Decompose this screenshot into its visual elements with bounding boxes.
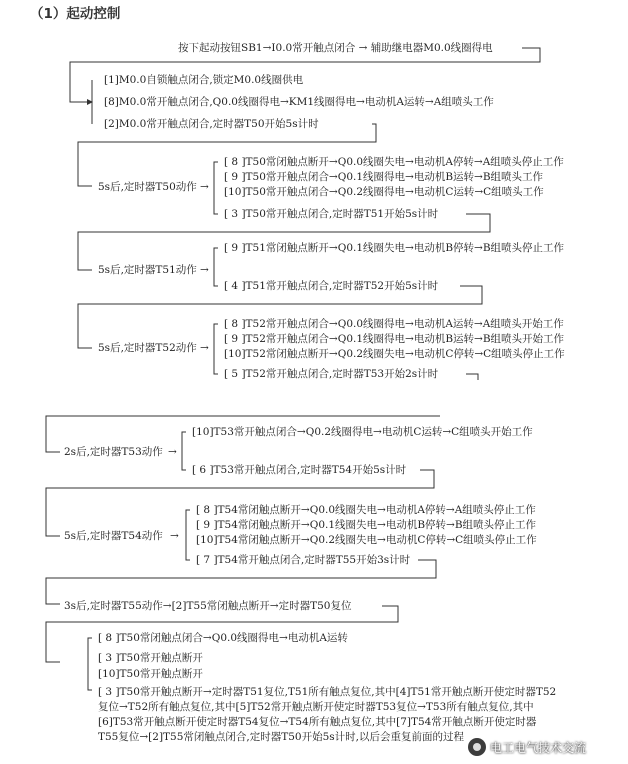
wechat-icon [468, 738, 486, 756]
block3-item-2: [ 4 ]T51常开触点闭合,定时器T52开始5s计时 [224, 280, 439, 292]
block5-item-1: [10]T53常开触点闭合→Q0.2线圈得电→电动机C运转→C组喷头开始工作 [192, 426, 533, 438]
watermark [468, 738, 586, 756]
block3-item-1: [ 9 ]T51常闭触点断开→Q0.1线圈失电→电动机B停转→B组喷头停止工作 [224, 242, 565, 254]
block2-label: 5s后,定时器T50动作 [98, 181, 197, 193]
block8-item-3: [10]T50常开触点断开 [98, 668, 203, 680]
section-title: （1）起动控制 [30, 6, 121, 22]
block5-arrow: → [168, 446, 177, 458]
block8-item-1: [ 8 ]T50常闭触点闭合→Q0.0线圈得电→电动机A运转 [98, 632, 348, 644]
block3-arrow: → [200, 264, 209, 276]
block8-para-line-1: [ 3 ]T50常开触点断开→定时器T51复位,T51所有触点复位,其中[4]T51常开触点断开使定时器T52 [98, 686, 557, 698]
block2-item-3: [10]T50常开触点闭合→Q0.2线圈得电→电动机C运转→C组喷头工作 [224, 186, 544, 198]
block1-item-3: [2]M0.0常开触点闭合,定时器T50开始5s计时 [104, 118, 319, 130]
block4-item-4: [ 5 ]T52常开触点闭合,定时器T53开始2s计时 [224, 368, 439, 380]
start-line: 按下起动按钮SB1→I0.0常开触点闭合 → 辅助继电器M0.0线圈得电 [178, 42, 493, 54]
connector-b5-brace [182, 432, 186, 470]
block8-para-line-4: T55复位→[2]T55常闭触点闭合,定时器T50开始5s计时,以后会重复前面的过程 [98, 731, 465, 743]
block6-label: 5s后,定时器T54动作 [64, 530, 163, 542]
block4-item-1: [ 8 ]T52常开触点闭合→Q0.0线圈得电→电动机A运转→A组喷头开始工作 [224, 318, 564, 330]
connector-b8-brace [88, 638, 92, 690]
block6-item-3: [10]T54常闭触点断开→Q0.2线圈失电→电动机C停转→C组喷头停止工作 [196, 534, 537, 546]
block4-arrow: → [200, 342, 209, 354]
block3-label: 5s后,定时器T51动作 [98, 264, 197, 276]
watermark-text: 电工电气技术交流 [490, 740, 587, 755]
block8-para-line-2: 复位→T52所有触点复位,其中[5]T52常开触点断开使定时器T53复位→T53所有触点复位,其中 [98, 701, 534, 713]
block2-arrow: → [200, 181, 209, 193]
block4-item-3: [10]T52常闭触点断开→Q0.2线圈失电→电动机C停转→C组喷头停止工作 [224, 348, 565, 360]
connector-b3-brace [214, 248, 218, 286]
block2-item-2: [ 9 ]T50常开触点闭合→Q0.1线圈得电→电动机B运转→B组喷头工作 [224, 171, 544, 183]
connector-b4-brace [214, 324, 218, 374]
block4-label: 5s后,定时器T52动作 [98, 342, 197, 354]
connector-b6-brace [186, 510, 190, 560]
block1-item-2: [8]M0.0常开触点闭合,Q0.0线圈得电→KM1线圈得电→电动机A运转→A组喷头工作 [104, 96, 494, 108]
block8-para-line-3: [6]T53常开触点断开使定时器T54复位→T54所有触点复位,其中[7]T54常开触点断开使定时器 [98, 716, 537, 728]
block7-line: 3s后,定时器T55动作→[2]T55常闭触点断开→定时器T50复位 [64, 600, 352, 612]
block6-item-4: [ 7 ]T54常开触点闭合,定时器T55开始3s计时 [196, 554, 411, 566]
block1-item-1: [1]M0.0自锁触点闭合,锁定M0.0线圈供电 [104, 74, 304, 86]
connector-b2-brace-left [214, 162, 218, 214]
block6-item-2: [ 9 ]T54常闭触点断开→Q0.1线圈失电→电动机B停转→B组喷头停止工作 [196, 519, 537, 531]
block6-arrow: → [170, 530, 179, 542]
block6-item-1: [ 8 ]T54常闭触点断开→Q0.0线圈失电→电动机A停转→A组喷头停止工作 [196, 504, 536, 516]
block5-item-2: [ 6 ]T53常开触点闭合,定时器T54开始5s计时 [192, 464, 407, 476]
block2-item-4: [ 3 ]T50常开触点闭合,定时器T51开始5s计时 [224, 208, 439, 220]
block8-item-2: [ 3 ]T50常开触点断开 [98, 652, 203, 664]
block5-label: 2s后,定时器T53动作 [64, 446, 163, 458]
block4-item-2: [ 9 ]T52常开触点闭合→Q0.1线圈得电→电动机B运转→B组喷头开始工作 [224, 333, 565, 345]
connector-b4-tail [466, 374, 478, 380]
block2-item-1: [ 8 ]T50常闭触点断开→Q0.0线圈失电→电动机A停转→A组喷头停止工作 [224, 156, 564, 168]
